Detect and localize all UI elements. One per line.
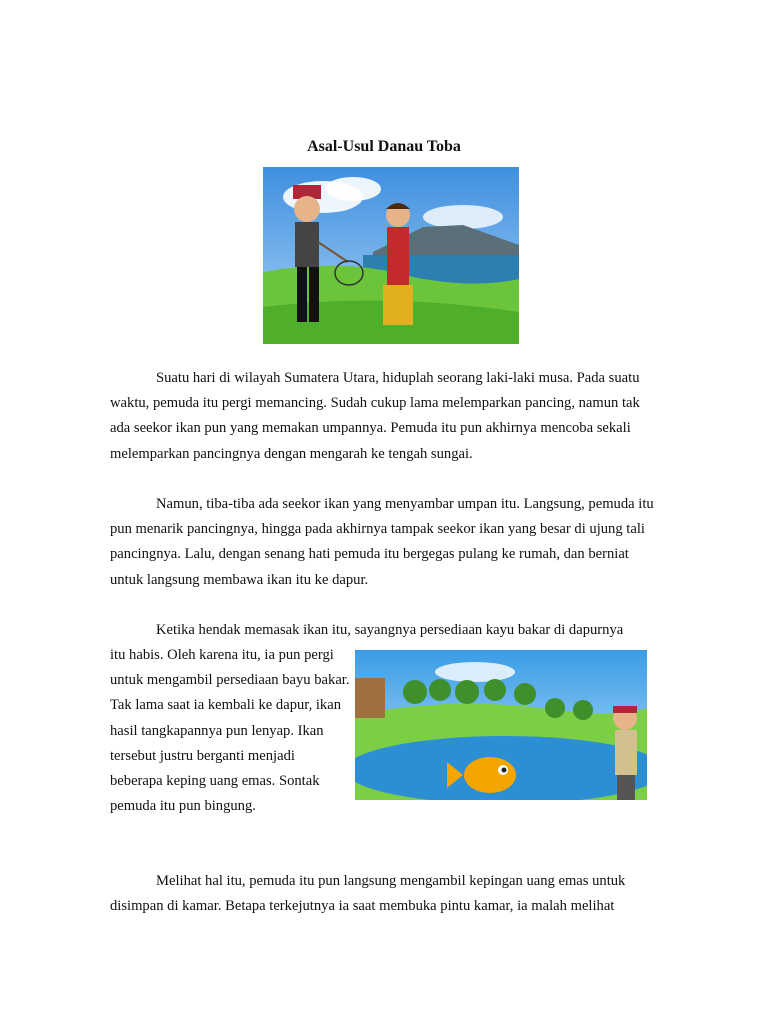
paragraph-1: Suatu hari di wilayah Sumatera Utara, hiduplah seorang laki-laki musa. Pada suatu waktu, pemuda itu pergi memancing. Sudah cukup lama melemparkan pancing, namun tak ada seekor ikan pun yang memakan umpannya. Pemuda itu pun akhirnya mencoba sekali melemparkan pancingnya dengan mengarah ke tengah sungai. (110, 370, 640, 462)
paragraph-2: Namun, tiba-tiba ada seekor ikan yang menyambar umpan itu. Langsung, pemuda itu pun menarik pancingnya, hingga pada akhirnya tampak seekor ikan yang besar di ujung tali pancingnya. Lalu, dengan senang hati pemuda itu bergegas pulang ke rumah, dan berniat untuk langsung membawa ikan itu ke dapur. (110, 496, 654, 588)
fish-pond-illustration (355, 650, 647, 800)
paragraph-4: Melihat hal itu, pemuda itu pun langsung mengambil kepingan uang emas untuk disimpan di kamar. Betapa terkejutnya ia saat membuka pintu kamar, ia malah melihat (110, 873, 626, 915)
paragraph-3-body: itu habis. Oleh karena itu, ia pun pergi untuk mengambil persediaan bayu bakar. Tak lama saat ia kembali ke dapur, ikan hasil tangkapannya pun lenyap. Ikan tersebut justru berganti menjadi beberapa keping uang emas. Sontak pemuda itu pun bingung. (110, 647, 350, 815)
lake-couple-illustration (263, 167, 519, 344)
paragraph-3-first-line: Ketika hendak memasak ikan itu, sayangnya persediaan kayu bakar di dapurnya (156, 622, 624, 638)
page-title: Asal-Usul Danau Toba (307, 138, 461, 155)
